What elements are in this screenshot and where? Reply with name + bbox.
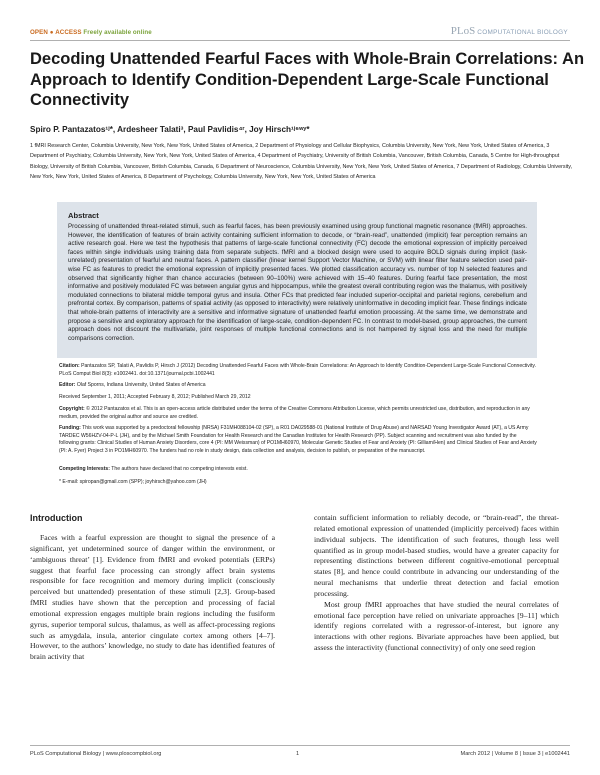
journal-name: COMPUTATIONAL BIOLOGY	[477, 29, 568, 36]
access-note: Freely available online	[83, 29, 152, 36]
citation	[59, 363, 537, 378]
access-word: ACCESS	[55, 29, 82, 36]
editor-label: Editor:	[59, 382, 76, 388]
citation-text: Pantazatos SP, Talati A, Pavlidis P, Hirsch J (2012) Decoding Unattended Fearful Faces with Whole-Brain Correlations: An Approach to Identify Condition-Dependent Large-Scale Functional Connectivity. PLoS Comput Biol 8(3): e1002441. doi:10.1371/journal.pcbi.1002441	[59, 363, 536, 377]
abstract-box	[57, 202, 537, 358]
author-list: Spiro P. Pantazatos¹ʲ*, Ardesheer Talati³, Paul Pavlidis⁴ʳ, Joy Hirsch¹ʲ⁶ʷʸ*	[30, 125, 310, 134]
open-access-label: OPEN	[30, 29, 48, 36]
funding-label: Funding:	[59, 425, 81, 431]
funding-text: This work was supported by a predoctoral fellowship (NRSA) F31MH088104-02 (SP), a R01 DA029588-01 (National Institute of Drug Abuse) and NARSAD Young Investigator Award (AT), a US Army TARDEC W56HZV-04-P-L (JH), and by the Michael Smith Foundation for Health Research and the Canadian Institutes for Health Research (PP). Subject scanning and recruitment was also funded by the following grants: Clinical Studies of Human Anxiety Disorders, core 4 (PI: MM Weissman) of PO1MH60970, Molecular Genetic Studies of Fear and Anxiety (PI: Gilliam/Hen) and Clinical Studies of Fear and Anxiety (PI: A. Fyer) Project 3 in PO1MH60970. The funders had no role in study design, data collection and analysis, decision to publish, or preparation of the manuscript.	[59, 425, 537, 455]
abstract-heading: Abstract	[68, 211, 99, 220]
body-paragraph: contain sufficient information to reliably decode, or “brain-read”, the threat-related emotional expression of unattended (implicitly perceived) faces within individual subjects. The identification of such features, though less well quantified as in group model-based studies, would have a greater capacity for representing distinctions between different cognitive-emotional perceptual states [8], and hence could contribute in advancing our understanding of the neural mechanisms that underlie threat detection and facial emotion processing.	[314, 513, 559, 598]
header-divider	[30, 40, 570, 41]
copyright	[59, 406, 537, 421]
competing-interests-label: Competing Interests:	[59, 466, 110, 472]
citation-label: Citation:	[59, 363, 80, 369]
abstract-text: Processing of unattended threat-related stimuli, such as fearful faces, has been previously examined using group functional magnetic resonance (fMRI) approaches. However, the identification of features of brain activity containing sufficient information to decode, or “brain-read”, unattended (implicit) fear perception remains an active research goal. Here we test the hypothesis that patterns of large-scale functional connectivity (FC) decode the emotional expression of implicitly perceived faces within single individuals using training data from separate subjects. fMRI and a blocked design were used to acquire BOLD signals during implicit (task-unrelated) presentation of fearful and neutral faces. A pattern classifier (linear kernel Support Vector Machine, or SVM) with linear filter feature selection used pair-wise FC as features to predict the emotional expression of implicitly presented faces. We plotted classification accuracy vs. number of top N selected features and observed that significantly higher than chance accuracies (between 90–100%) were achieved with 15–40 features. During fearful face presentation, the most informative and positively modulated FC was between angular gyrus and hippocampus, while the greatest overall contributing region was the thalamus, with positively modulated connections to bilateral middle temporal gyrus and insula. Other FCs that predicted fear included superior-occipital and parietal regions, cerebellum and prefrontal cortex. By comparison, patterns of spatial activity (as opposed to interactivity) were relatively uninformative in decoding implicit fear. These findings indicate that whole-brain patterns of interactivity are a sensitive and informative signature of unattended fearful emotion processing. At the same time, we demonstrate and propose a sensitive and exploratory approach for the identification of large-scale, condition-dependent FC. In contrast to model-based, group approaches, the current approach does not discount the multivariate, joint responses of multiple functional connections and is not hampered by signal loss and the need for multiple comparisons correction.	[68, 223, 527, 342]
footer-issue: March 2012 | Volume 8 | Issue 3 | e1002441	[460, 751, 570, 757]
footer-journal: PLoS Computational Biology | www.ploscompbiol.org	[30, 751, 162, 757]
journal-logo	[451, 25, 568, 37]
editor	[59, 382, 537, 390]
copyright-label: Copyright:	[59, 406, 85, 412]
body-right-column	[314, 513, 559, 654]
dates: Received September 1, 2011; Accepted February 8, 2012; Published March 29, 2012	[59, 394, 251, 400]
article-title: Decoding Unattended Fearful Faces with Whole-Brain Correlations: An Approach to Identify Condition-Dependent Large-Scale Functional Connectivity	[30, 50, 585, 109]
introduction-heading: Introduction	[30, 513, 83, 523]
email: * E-mail: spiropan@gmail.com (SPP); joyhirsch@yahoo.com (JH)	[59, 479, 207, 485]
journal-brand: PLoS	[450, 25, 476, 37]
body-left-column: Faces with a fearful expression are thought to signal the presence of a significant, yet undetermined source of danger within the environment, or ‘ambiguous threat’ [1]. Evidence from fMRI and evoked potentials (ERPs) suggest that fearful face processing can strongly affect brain systems responsible for face recognition and memory during implicit (consciously perceived but unattended) presentation of these stimuli [2,3]. Group-based fMRI studies have shown that the perception and processing of facial emotional expression engages multiple brain regions including the fusiform gyrus, superior temporal sulcus, thalamus, as well as affect-processing regions such as amygdala, insula, anterior cingulate cortex among others [4–7]. However, to the authors’ knowledge, no study to date has identified features of brain activity that	[30, 533, 275, 662]
competing-interests	[59, 466, 537, 474]
affiliations: 1 fMRI Research Center, Columbia University, New York, New York, United States of America, 2 Department of Physiology and Cellular Biophysics, Columbia University, New York, New York, United States of America, 3 Department of Psychiatry, Columbia University, New York, New York, United States of America, 4 Department of Psychiatry, University of British Columbia, Vancouver, British Columbia, Canada, 5 Centre for High-throughput Biology, University of British Columbia, Vancouver, British Columbia, Canada, 6 Department of Neuroscience, Columbia University, New York, New York, United States of America, 7 Department of Radiology, Columbia University, New York, New York, United States of America, 8 Department of Psychology, Columbia University, New York, New York, United States of America	[30, 143, 573, 181]
open-access-badge	[30, 29, 152, 36]
competing-interests-text: The authors have declared that no competing interests exist.	[111, 466, 248, 472]
footer-divider	[30, 745, 570, 746]
footer-page-number: 1	[296, 751, 300, 757]
editor-text: Olaf Sporns, Indiana University, United States of America	[76, 382, 206, 388]
body-paragraph: Most group fMRI approaches that have studied the neural correlates of emotional face perception have relied on univariate approaches [9–11] which identify regions correlated with a regressor-of-interest, but ignore any interactions with other regions. Bivariate approaches have been applied, but assess the interactivity (functional connectivity) of only one seed region	[314, 599, 559, 653]
copyright-text: © 2012 Pantazatos et al. This is an open-access article distributed under the terms of the Creative Commons Attribution License, which permits unrestricted use, distribution, and reproduction in any medium, provided the original author and source are credited.	[59, 406, 530, 420]
open-access-lock-icon: ●	[49, 29, 54, 36]
funding	[59, 425, 537, 456]
